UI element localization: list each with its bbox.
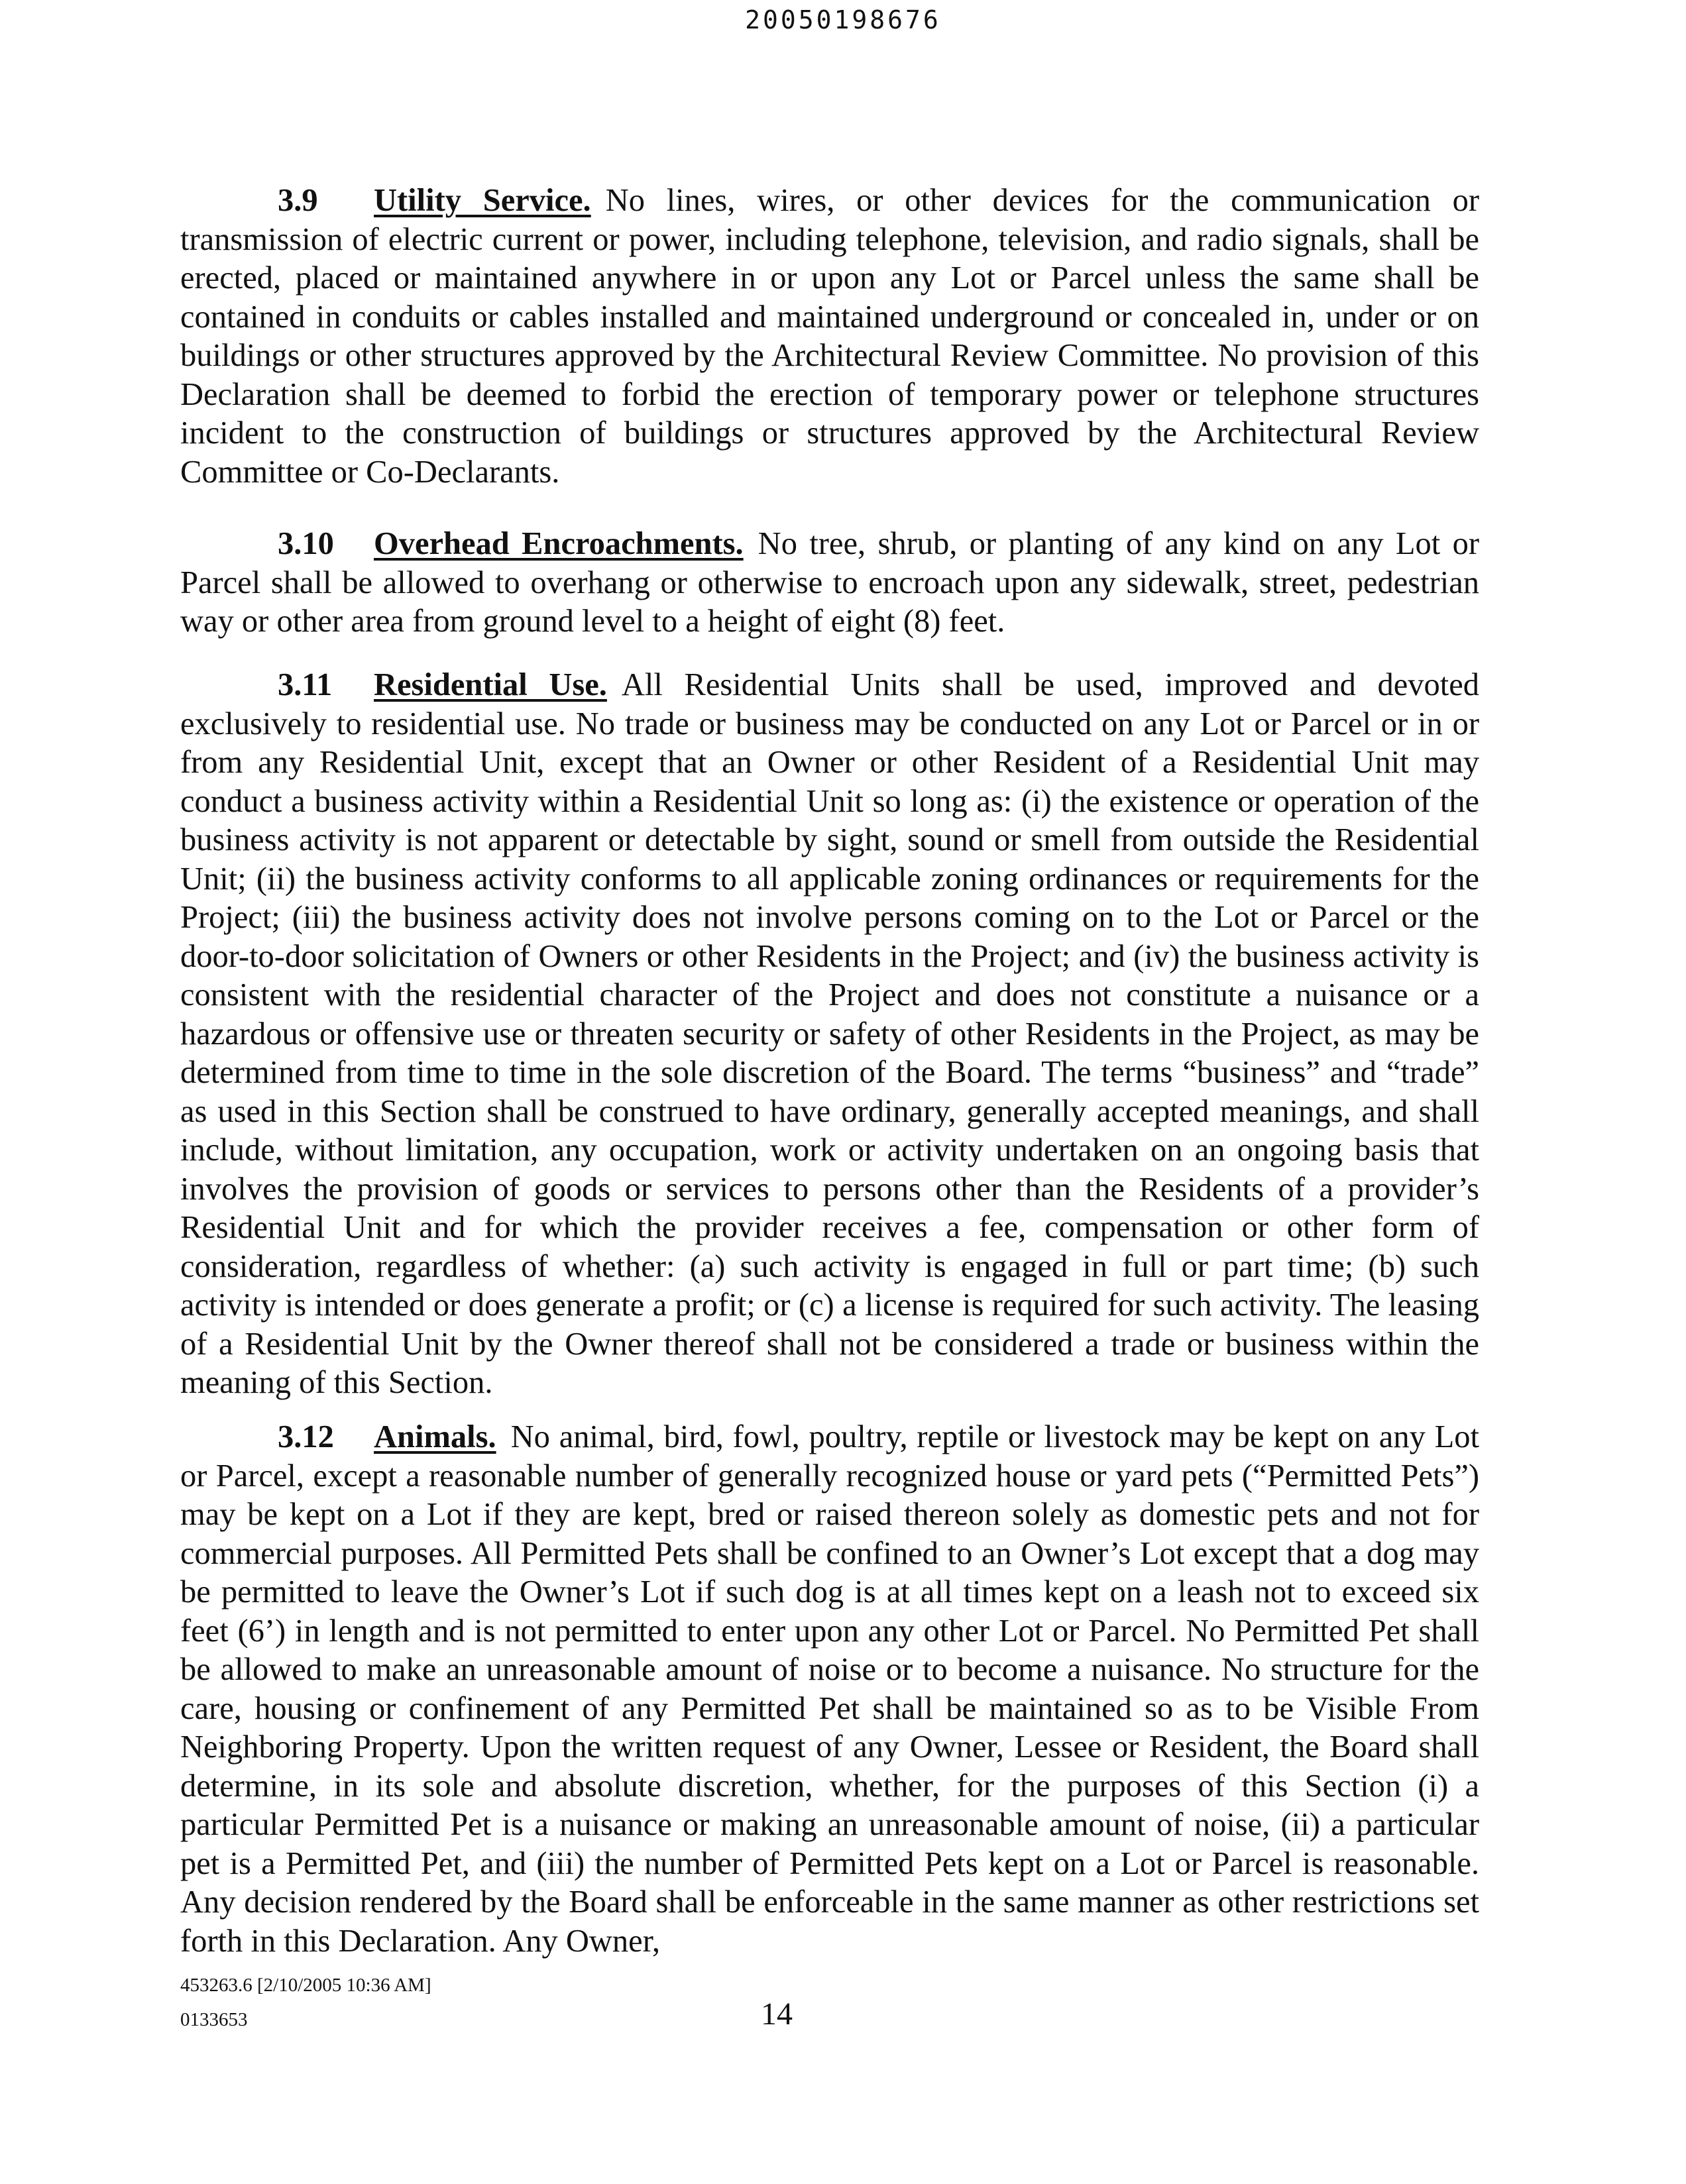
section-heading: Utility Service. (374, 183, 591, 218)
section-number: 3.11 (278, 667, 333, 702)
section-3-11 (180, 666, 1479, 1403)
section-3-12 (180, 1418, 1479, 1961)
page-number: 14 (761, 1996, 793, 2032)
section-heading: Overhead Encroachments. (374, 526, 744, 561)
section-heading: Animals. (374, 1419, 496, 1454)
section-heading: Residential Use. (374, 667, 607, 702)
footer-document-code: 0133653 (180, 2009, 248, 2030)
section-3-10 (180, 525, 1479, 641)
section-number: 3.10 (278, 526, 334, 561)
document-number: 20050198676 (745, 5, 941, 34)
section-3-9 (180, 182, 1479, 492)
footer-document-reference: 453263.6 [2/10/2005 10:36 AM] (180, 1975, 431, 1996)
section-body: No lines, wires, or other devices for the communication or transmission of electric current or power, including telephone, television, and radio signals, shall be erected, placed or maintained anywhere in or upon any Lot or Parcel unless the same shall be contained in conduits or cables installed and maintained underground or concealed in, under or on buildings or other structures approved by the Architectural Review Committee. No provision of this Declaration shall be deemed to forbid the erection of temporary power or telephone structures incident to the construction of buildings or structures approved by the Architectural Review Committee or Co-Declarants. (180, 183, 1479, 490)
section-number: 3.9 (278, 183, 318, 218)
section-number: 3.12 (278, 1419, 334, 1454)
section-body: No animal, bird, fowl, poultry, reptile or livestock may be kept on any Lot or Parcel, except a reasonable number of generally recognized house or yard pets (“Permitted Pets”) may be kept on a Lot if they are kept, bred or raised thereon solely as domestic pets and not for commercial purposes. All Permitted Pets shall be confined to an Owner’s Lot except that a dog may be permitted to leave the Owner’s Lot if such dog is at all times kept on a leash not to exceed six feet (6’) in length and is not permitted to enter upon any other Lot or Parcel. No Permitted Pet shall be allowed to make an unreasonable amount of noise or to become a nuisance. No structure for the care, housing or confinement of any Permitted Pet shall be maintained so as to be Visible From Neighboring Property. Upon the written request of any Owner, Lessee or Resident, the Board shall determine, in its sole and absolute discretion, whether, for the purposes of this Section (i) a particular Permitted Pet is a nuisance or making an unreasonable amount of noise, (ii) a particular pet is a Permitted Pet, and (iii) the number of Permitted Pets kept on a Lot or Parcel is reasonable. Any decision rendered by the Board shall be enforceable in the same manner as other restrictions set forth in this Declaration. Any Owner, (180, 1419, 1479, 1959)
section-body: All Residential Units shall be used, improved and devoted exclusively to residential use. No trade or business may be conducted on any Lot or Parcel or in or from any Residential Unit, except that an Owner or other Resident of a Residential Unit may conduct a business activity within a Residential Unit so long as: (i) the existence or operation of the business activity is not apparent or detectable by sight, sound or smell from outside the Residential Unit; (ii) the business activity conforms to all applicable zoning ordinances or requirements for the Project; (iii) the business activity does not involve persons coming on to the Lot or Parcel or the door-to-door solicitation of Owners or other Residents in the Project; and (iv) the business activity is consistent with the residential character of the Project and does not constitute a nuisance or a hazardous or offensive use or threaten security or safety of other Residents in the Project, as may be determined from time to time in the sole discretion of the Board. The terms “business” and “trade” as used in this Section shall be construed to have ordinary, generally accepted meanings, and shall include, without limitation, any occupation, work or activity undertaken on an ongoing basis that involves the provision of goods or services to persons other than the Residents of a provider’s Residential Unit and for which the provider receives a fee, compensation or other form of consideration, regardless of whether: (a) such activity is engaged in full or part time; (b) such activity is intended or does generate a profit; or (c) a license is required for such activity. The leasing of a Residential Unit by the Owner thereof shall not be considered a trade or business within the meaning of this Section. (180, 667, 1479, 1400)
section-body: No tree, shrub, or planting of any kind on any Lot or Parcel shall be allowed to overhang or otherwise to encroach upon any sidewalk, street, pedestrian way or other area from ground level to a height of eight (8) feet. (180, 526, 1479, 639)
